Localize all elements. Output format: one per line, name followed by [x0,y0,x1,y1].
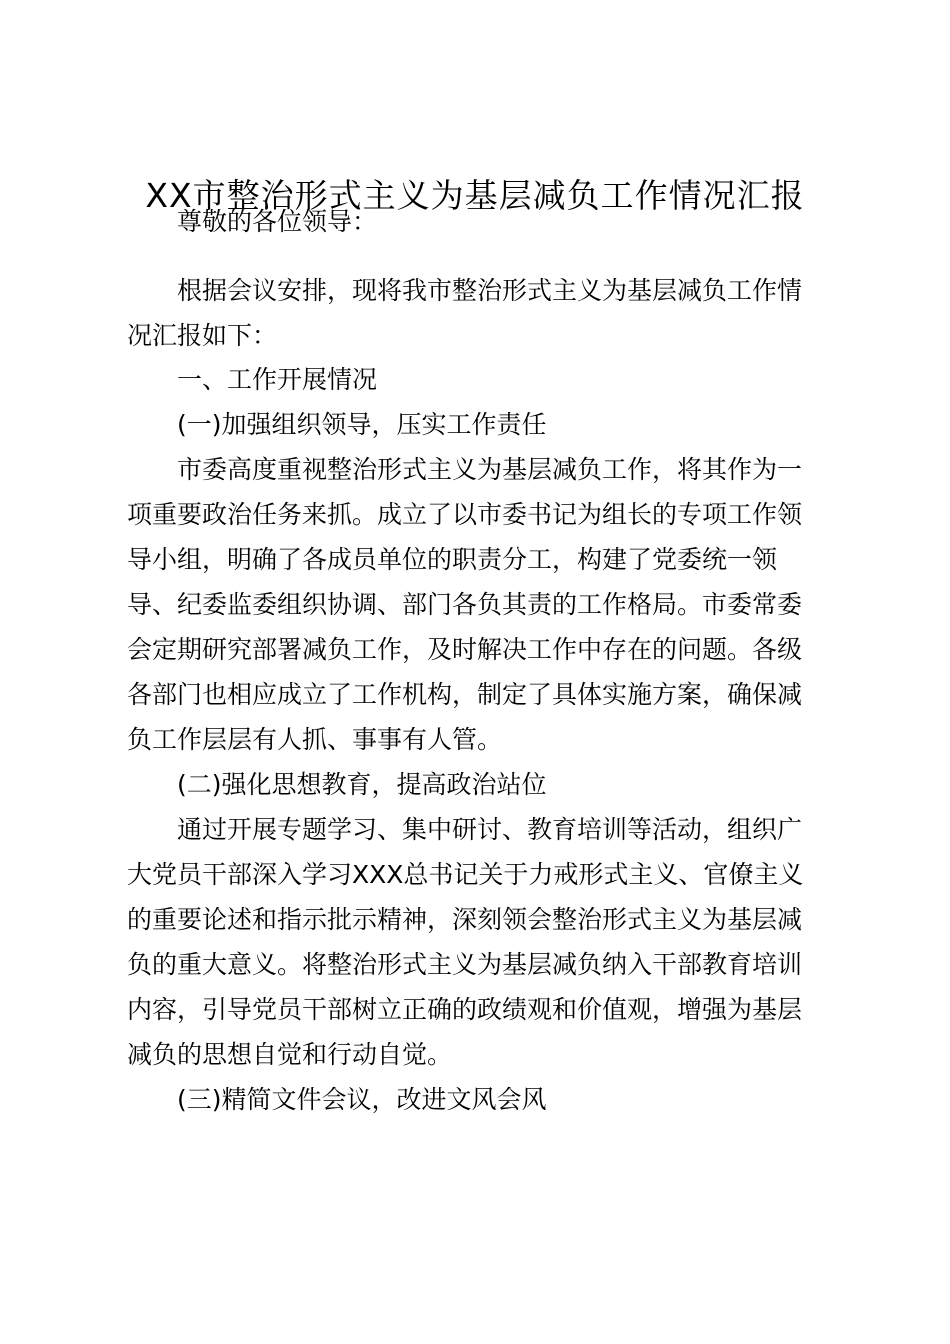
subsection-heading-3: (三)精简文件会议，改进文风会风 [177,1085,547,1114]
paragraph-line: 各部门也相应成立了工作机构，制定了具体实施方案，确保减 [127,680,803,709]
subsection-heading-1: (一)加强组织领导，压实工作责任 [177,410,547,439]
section-heading-1: 一、工作开展情况 [177,365,378,394]
paragraph-line: 负的重大意义。将整治形式主义为基层减负纳入干部教育培训 [127,950,803,979]
paragraph-line: 大党员干部深入学习XXX总书记关于力戒形式主义、官僚主义 [127,860,804,889]
paragraph-line: 负工作层层有人抓、事事有人管。 [127,725,503,754]
document-title: XX市整治形式主义为基层减负工作情况汇报 [145,176,805,215]
paragraph-line: 导、纪委监委组织协调、部门各负其责的工作格局。市委常委 [127,590,803,619]
paragraph-line: 导小组，明确了各成员单位的职责分工，构建了党委统一领 [127,545,778,574]
salutation: 尊敬的各位领导： [177,207,378,236]
paragraph-line: 内容，引导党员干部树立正确的政绩观和价值观，增强为基层 [127,995,803,1024]
paragraph-line: 的重要论述和指示批示精神，深刻领会整治形式主义为基层减 [127,905,803,934]
paragraph-line: 市委高度重视整治形式主义为基层减负工作，将其作为一 [177,455,803,484]
paragraph-line: 项重要政治任务来抓。成立了以市委书记为组长的专项工作领 [127,500,803,529]
intro-line-1: 根据会议安排，现将我市整治形式主义为基层减负工作情 [177,276,803,305]
intro-line-2: 况汇报如下： [127,321,278,350]
paragraph-line: 减负的思想自觉和行动自觉。 [127,1040,453,1069]
paragraph-line: 通过开展专题学习、集中研讨、教育培训等活动，组织广 [177,815,803,844]
subsection-heading-2: (二)强化思想教育，提高政治站位 [177,770,547,799]
paragraph-line: 会定期研究部署减负工作，及时解决工作中存在的问题。各级 [127,635,803,664]
